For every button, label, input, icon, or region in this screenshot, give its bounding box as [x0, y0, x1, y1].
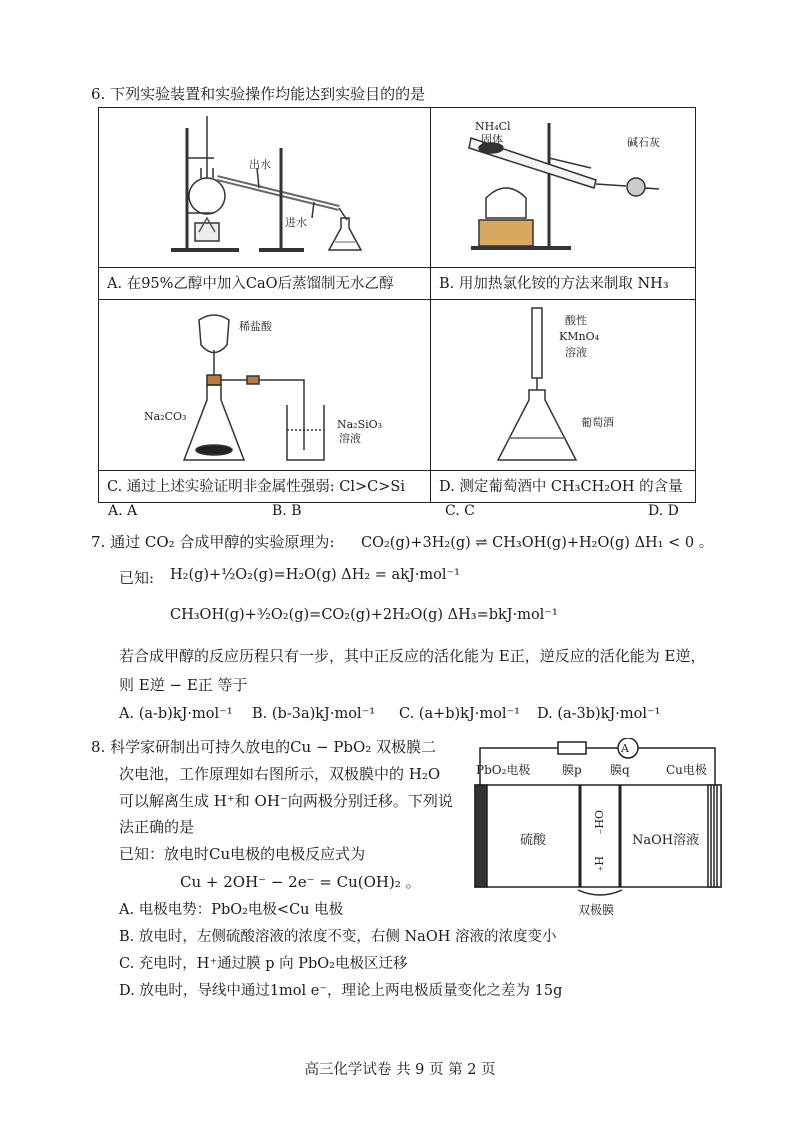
q8-option-b[interactable]: B. 放电时，左侧硫酸溶液的浓度不变，右侧 NaOH 溶液的浓度变小 [119, 929, 557, 945]
page-footer: 高三化学试卷 共 9 页 第 2 页 [304, 1062, 496, 1078]
q7-option-d[interactable]: D. (a-3b)kJ·mol⁻¹ [537, 706, 661, 722]
titration-diagram [431, 300, 695, 470]
cell-a [99, 108, 430, 299]
distillation-apparatus-diagram [99, 108, 430, 267]
q8-reaction: Cu + 2OH⁻ − 2e⁻ = Cu(OH)₂ 。 [180, 873, 421, 891]
q6-stem: 6. 下列实验装置和实验操作均能达到实验目的的是 [91, 85, 426, 103]
q8-option-a[interactable]: A. 电极电势：PbO₂电极<Cu 电极 [119, 902, 344, 918]
caption-b: B. 用加热氯化铵的方法来制取 NH₃ [431, 267, 695, 300]
label-wine: 葡萄酒 [581, 416, 614, 429]
cell-d [431, 300, 695, 503]
label-pbo2-electrode: PbO₂电极 [476, 763, 531, 777]
caption-c: C. 通过上述实验证明非金属性强弱: Cl>C>Si [99, 470, 430, 503]
q6-apparatus-table [98, 107, 696, 503]
q7-line3: 若合成甲醇的反应历程只有一步，其中正反应的活化能为 E正，逆反应的活化能为 E逆， [119, 647, 706, 665]
label-membrane-p: 膜p [562, 763, 582, 777]
label-water-in: 进水 [285, 216, 307, 229]
label-acidic: 酸性 [565, 314, 587, 327]
label-water-out: 出水 [249, 158, 271, 171]
q8-stem-line-3: 可以解离生成 H⁺和 OH⁻向两极分别迁移。下列说 [119, 792, 453, 810]
label-soda-lime: 碱石灰 [627, 136, 660, 149]
q8-stem-line-1: 8. 科学家研制出可持久放电的Cu − PbO₂ 双极膜二 [91, 738, 437, 756]
label-h-ion: H⁺ [592, 856, 605, 872]
q8-stem-line-2: 次电池，工作原理如右图所示，双极膜中的 H₂O [119, 765, 441, 783]
caption-a: A. 在95%乙醇中加入CaO后蒸馏制无水乙醇 [99, 267, 430, 300]
label-bipolar-membrane: 双极膜 [578, 903, 615, 917]
label-solid: 固体 [481, 133, 503, 146]
q7-option-c[interactable]: C. (a+b)kJ·mol⁻¹ [399, 706, 520, 722]
q6-option-d[interactable]: D. D [648, 503, 679, 519]
caption-d: D. 测定葡萄酒中 CH₃CH₂OH 的含量 [431, 470, 695, 503]
label-solution-d: 溶液 [565, 346, 587, 359]
q7-main-equation: CO₂(g)+3H₂(g) ⇌ CH₃OH(g)+H₂O(g) ΔH₁ < 0 。 [361, 535, 714, 551]
cell-b [431, 108, 695, 299]
q7-option-a[interactable]: A. (a-b)kJ·mol⁻¹ [119, 706, 233, 722]
acid-strength-diagram [99, 300, 430, 470]
label-nh4cl: NH₄Cl [475, 120, 511, 133]
q7-option-b[interactable]: B. (b-3a)kJ·mol⁻¹ [252, 706, 376, 722]
ammeter-icon: A [621, 742, 629, 755]
q7-line4: 则 E逆 − E正 等于 [119, 676, 248, 694]
ammonia-heating-diagram [431, 108, 695, 267]
label-sulfuric-acid: 硫酸 [520, 833, 547, 848]
label-oh-ion: OH⁻ [592, 810, 605, 835]
q7-known-label: 已知: [119, 569, 155, 587]
cell-c [99, 300, 430, 503]
bipolar-battery-diagram [470, 738, 730, 920]
q7-equation-2: CH₃OH(g)+³⁄₂O₂(g)=CO₂(g)+2H₂O(g) ΔH₃=bkJ·mol⁻¹ [170, 607, 558, 623]
label-na2co3: Na₂CO₃ [144, 410, 187, 423]
label-dilute-hcl: 稀盐酸 [239, 320, 272, 333]
q6-option-c[interactable]: C. C [445, 503, 475, 519]
q6-option-b[interactable]: B. B [272, 503, 302, 519]
q8-stem-line-5: 已知：放电时Cu电极的电极反应式为 [119, 845, 366, 863]
label-naoh-solution: NaOH溶液 [632, 833, 700, 848]
q6-option-a[interactable]: A. A [108, 503, 138, 519]
label-kmno4: KMnO₄ [559, 330, 599, 343]
q8-stem-line-4: 法正确的是 [119, 818, 195, 836]
q8-option-c[interactable]: C. 充电时，H⁺通过膜 p 向 PbO₂电极区迁移 [119, 956, 408, 972]
label-solution-c: 溶液 [339, 432, 361, 445]
label-na2sio3: Na₂SiO₃ [337, 418, 383, 431]
label-cu-electrode: Cu电极 [666, 763, 707, 777]
label-membrane-q: 膜q [610, 763, 630, 777]
q7-equation-1: H₂(g)+½O₂(g)=H₂O(g) ΔH₂ = akJ·mol⁻¹ [170, 567, 460, 583]
q7-stem: 7. 通过 CO₂ 合成甲醇的实验原理为: [91, 533, 335, 551]
q8-option-d[interactable]: D. 放电时，导线中通过1mol e⁻，理论上两电极质量变化之差为 15g [119, 983, 563, 999]
